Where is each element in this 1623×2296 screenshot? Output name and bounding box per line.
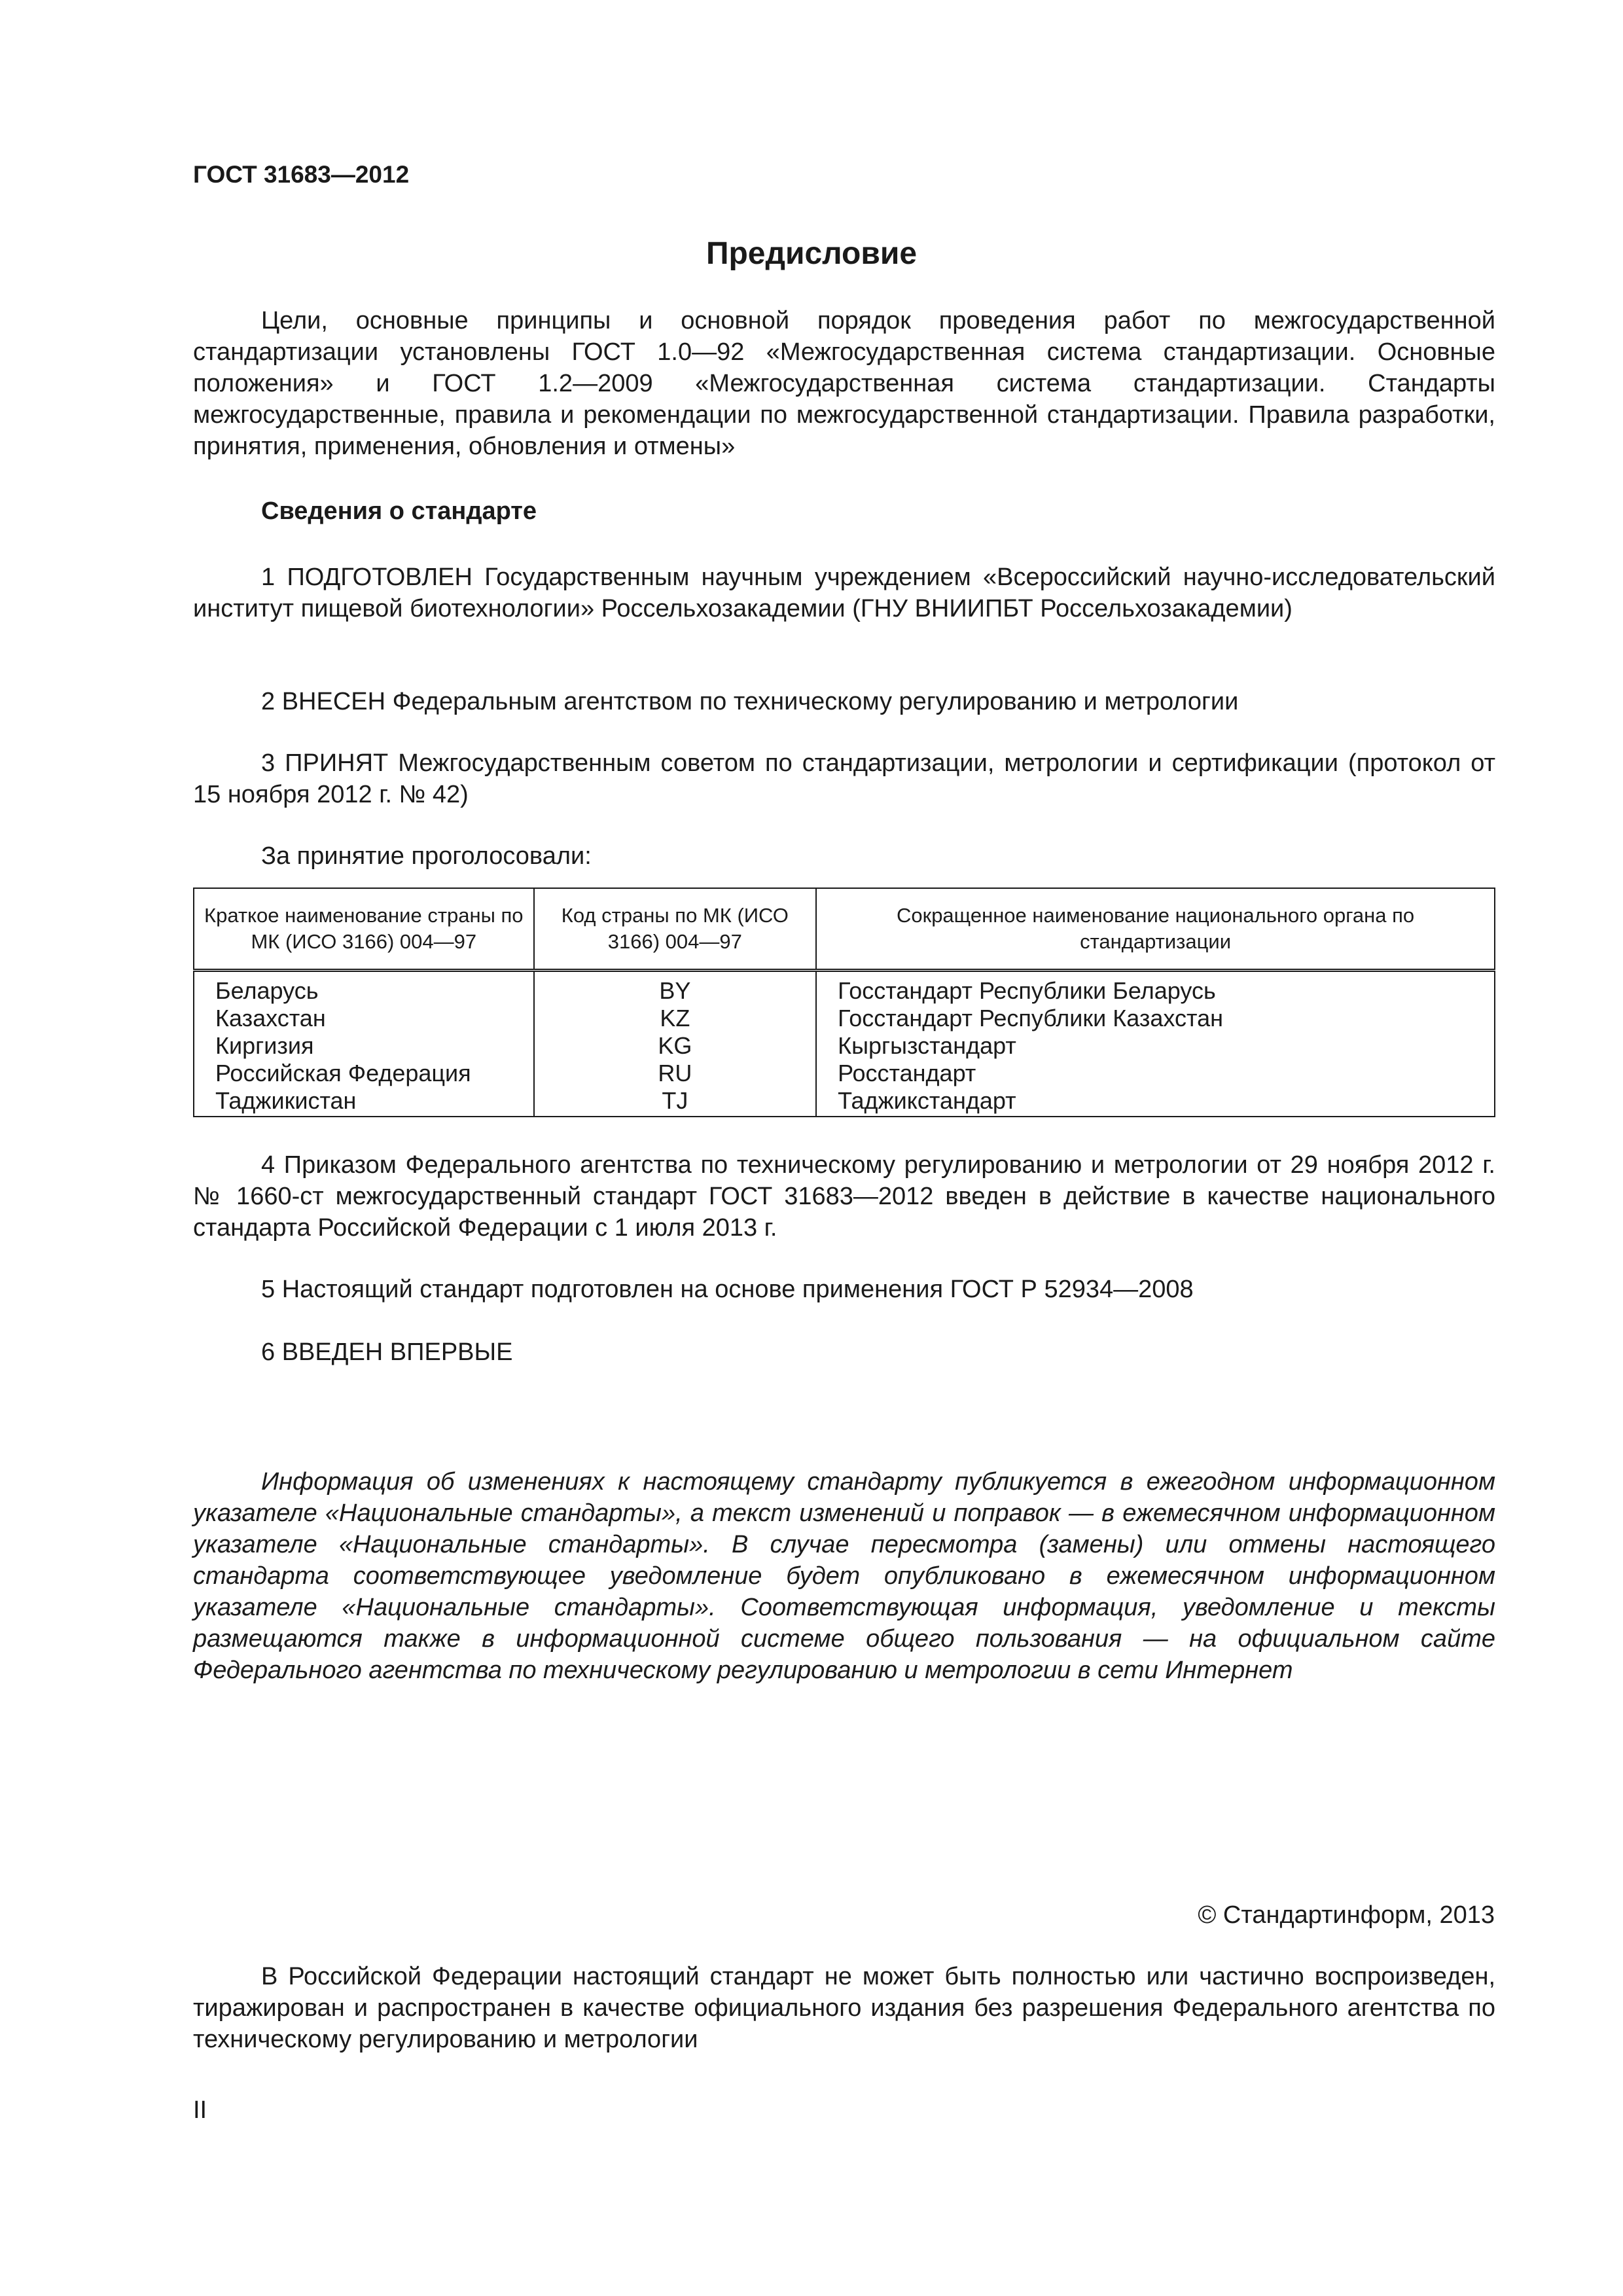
countries-table [193, 888, 1495, 1117]
table-header-row [194, 888, 1495, 971]
item-6-first-introduced: 6 ВВЕДЕН ВПЕРВЫЕ [261, 1338, 513, 1366]
item-1-prepared: 1 ПОДГОТОВЛЕН Государственным научным учреждением «Всероссийский научно-исследовательский институт пищевой биотехнологии» Россельхозакадемии (ГНУ ВНИИПБТ Россельхозакадемии) [193, 564, 1495, 622]
page-number: II [193, 2096, 207, 2124]
country-name: Киргизия [194, 1032, 534, 1060]
national-body: Кыргызстандарт [816, 1032, 1495, 1060]
country-name: Казахстан [194, 1005, 534, 1032]
national-body: Госстандарт Республики Казахстан [816, 1005, 1495, 1032]
page-title: Предисловие [705, 236, 918, 271]
table-row [194, 1087, 1495, 1117]
national-body: Госстандарт Республики Беларусь [816, 971, 1495, 1005]
national-body: Росстандарт [816, 1060, 1495, 1087]
vote-intro: За принятие проголосовали: [261, 842, 592, 870]
header-country-name: Краткое наименование страны по МК (ИСО 3166) 004—97 [194, 888, 534, 971]
intro-paragraph: Цели, основные принципы и основной порядок проведения работ по межгосударственной стандартизации установлены ГОСТ 1.0—92 «Межгосударственная система стандартизации. Основные положения» и ГОСТ 1.2—2009 «Межгосударственная система стандартизации. Стандарты межгосударственные, правила и рекомендации по межгосударственной стандартизации. Правила разработки, принятия, применения, обновления и отмены» [193, 307, 1495, 460]
reproduction-notice: В Российской Федерации настоящий стандарт не может быть полностью или частично воспроизведен, тиражирован и распространен в качестве официального издания без разрешения Федерального агентства по техническому регулированию и метрологии [193, 1963, 1495, 2053]
item-2-introduced: 2 ВНЕСЕН Федеральным агентством по техническому регулированию и метрологии [261, 688, 1239, 715]
document-number: ГОСТ 31683—2012 [193, 161, 410, 188]
item-5-basis: 5 Настоящий стандарт подготовлен на основе применения ГОСТ Р 52934—2008 [261, 1276, 1194, 1303]
country-code: KG [534, 1032, 817, 1060]
header-country-code: Код страны по МК (ИСО 3166) 004—97 [534, 888, 817, 971]
item-4-order: 4 Приказом Федерального агентства по техническому регулированию и метрологии от 29 ноября 2012 г. № 1660-ст межгосударственный стандарт ГОСТ 31683—2012 введен в действие в качестве национального стандарта Российской Федерации с 1 июля 2013 г. [193, 1151, 1495, 1242]
country-code: RU [534, 1060, 817, 1087]
item-3-adopted: 3 ПРИНЯТ Межгосударственным советом по стандартизации, метрологии и сертификации (протокол от 15 ноября 2012 г. № 42) [193, 749, 1495, 808]
table-row [194, 1060, 1495, 1087]
info-notice: Информация об изменениях к настоящему стандарту публикуется в ежегодном информационном указателе «Национальные стандарты», а текст изменений и поправок — в ежемесячном информационном указателе «Национальные стандарты». В случае пересмотра (замены) или отмены настоящего стандарта соответствующее уведомление будет опубликовано в ежемесячном информационном указателе «Национальные стандарты». Соответствующая информация, уведомление и тексты размещаются также в информационной системе общего пользования — на официальном сайте Федерального агентства по техническому регулированию и метрологии в сети Интернет [193, 1468, 1495, 1684]
national-body: Таджикстандарт [816, 1087, 1495, 1117]
country-code: BY [534, 971, 817, 1005]
header-national-body: Сокращенное наименование национального органа по стандартизации [816, 888, 1495, 971]
country-code: KZ [534, 1005, 817, 1032]
table-row [194, 971, 1495, 1005]
country-code: TJ [534, 1087, 817, 1117]
country-name: Беларусь [194, 971, 534, 1005]
table-row [194, 1032, 1495, 1060]
table-row [194, 1005, 1495, 1032]
copyright-line: © Стандартинформ, 2013 [1198, 1901, 1495, 1929]
section-heading: Сведения о стандарте [261, 497, 537, 525]
country-name: Российская Федерация [194, 1060, 534, 1087]
country-name: Таджикистан [194, 1087, 534, 1117]
